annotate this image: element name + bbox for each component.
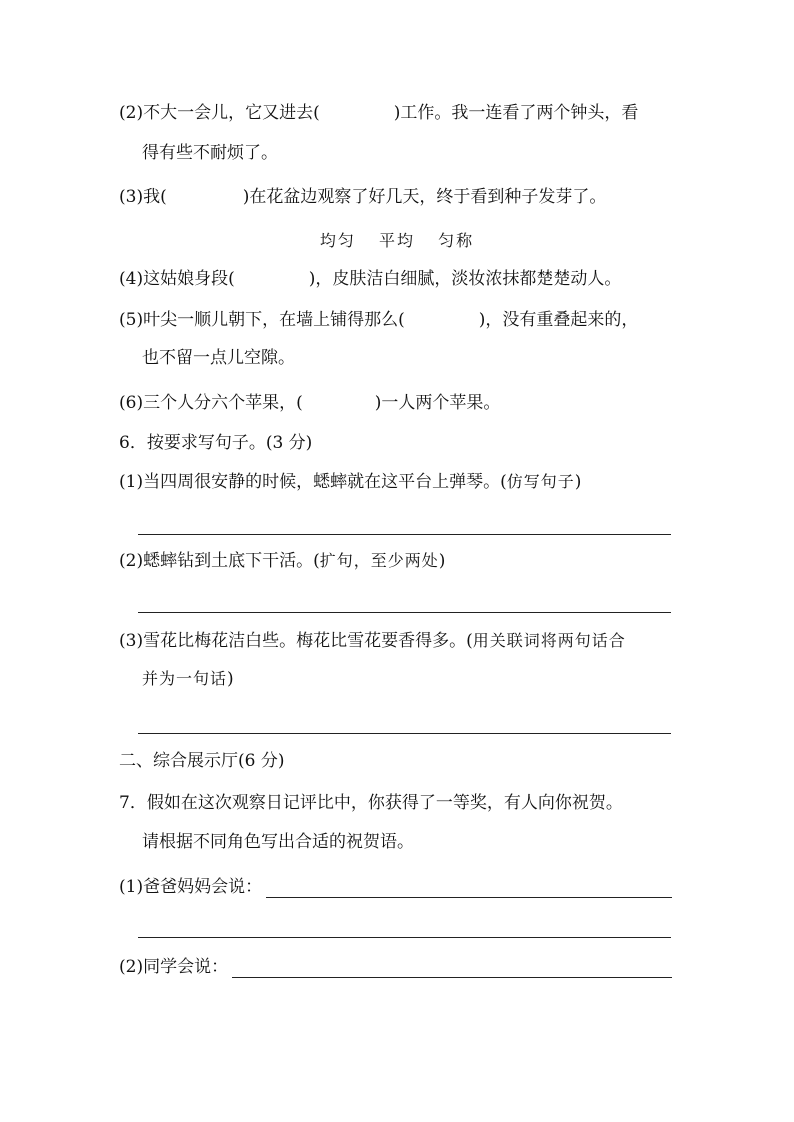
- q5-item-3: [119, 186, 606, 208]
- item-number: (2): [119, 551, 144, 571]
- item-text-before-blank: 这姑娘身段(: [143, 269, 235, 289]
- item-number: (3): [119, 631, 144, 651]
- q5-item-2: [119, 102, 638, 124]
- item-number: (2): [119, 103, 144, 123]
- q7-item-2: [119, 956, 672, 978]
- q6-title: 6．按要求写句子。(3 分): [119, 433, 313, 453]
- item-label: 爸爸妈妈会说：: [143, 877, 263, 897]
- item-hint: 仿写句子: [506, 472, 575, 491]
- item-number: (1): [119, 877, 144, 897]
- item-number: (4): [119, 269, 144, 289]
- item-text-after-blank: )一人两个苹果。: [374, 393, 501, 413]
- item-hint-close: ): [227, 669, 234, 689]
- item-text-after-blank: )工作。我一连看了两个钟头，看: [393, 103, 639, 123]
- item-text-before-blank: 三个人分六个苹果，(: [143, 393, 303, 413]
- answer-line[interactable]: [138, 937, 671, 938]
- q6-item-3-continued: [142, 668, 234, 690]
- q5-item-5-continued: 也不留一点儿空隙。: [142, 348, 295, 368]
- word-choices: [0, 228, 794, 251]
- item-text-after-blank: )，没有重叠起来的，: [478, 310, 639, 330]
- item-hint: 用关联词将两句话合: [472, 631, 626, 650]
- answer-line[interactable]: [138, 534, 671, 535]
- item-hint: 扩句，至少两处: [319, 551, 439, 570]
- q6-item-2: [119, 550, 445, 572]
- item-text: 雪花比梅花洁白些。梅花比雪花要香得多。(: [143, 631, 473, 651]
- item-number: (6): [119, 393, 144, 413]
- answer-line[interactable]: [266, 879, 672, 898]
- section-2-title: 二、综合展示厅(6 分): [119, 751, 285, 771]
- word-choice: 匀称: [438, 231, 475, 250]
- q5-item-4: [119, 268, 621, 290]
- answer-line[interactable]: [138, 612, 671, 613]
- item-text-after-blank: )在花盆边观察了好几天，终于看到种子发芽了。: [242, 187, 607, 207]
- item-number: (5): [119, 310, 144, 330]
- item-text-before-blank: 不大一会儿，它又进去(: [143, 103, 320, 123]
- q5-item-2-continued: 得有些不耐烦了。: [142, 143, 278, 163]
- item-text: 当四周很安静的时候，蟋蟀就在这平台上弹琴。(: [143, 472, 507, 492]
- item-label: 同学会说：: [143, 957, 229, 977]
- item-number: (2): [119, 957, 144, 977]
- item-hint-continued: 并为一句话: [142, 669, 228, 688]
- answer-line[interactable]: [138, 733, 671, 734]
- q7-prompt: 7．假如在这次观察日记评比中，你获得了一等奖，有人向你祝贺。: [119, 793, 623, 813]
- q6-item-1: [119, 471, 581, 493]
- item-text-before-blank: 叶尖一顺儿朝下，在墙上铺得那么(: [143, 310, 405, 330]
- q5-item-5: [119, 309, 638, 331]
- q7-prompt-continued: 请根据不同角色写出合适的祝贺语。: [142, 832, 414, 852]
- item-text-after-blank: )，皮肤洁白细腻，淡妆浓抹都楚楚动人。: [308, 269, 622, 289]
- item-hint-close: ): [574, 472, 582, 492]
- item-text: 蟋蟀钻到土底下干活。(: [143, 551, 320, 571]
- word-choice: 均匀: [319, 231, 356, 250]
- item-number: (1): [119, 472, 144, 492]
- word-choice: 平均: [378, 231, 415, 250]
- item-hint-close: ): [438, 551, 446, 571]
- q6-item-3: [119, 630, 626, 652]
- item-text-before-blank: 我(: [143, 187, 167, 207]
- answer-line[interactable]: [232, 959, 672, 978]
- q5-item-6: [119, 392, 500, 414]
- item-number: (3): [119, 187, 144, 207]
- q7-item-1: [119, 876, 672, 898]
